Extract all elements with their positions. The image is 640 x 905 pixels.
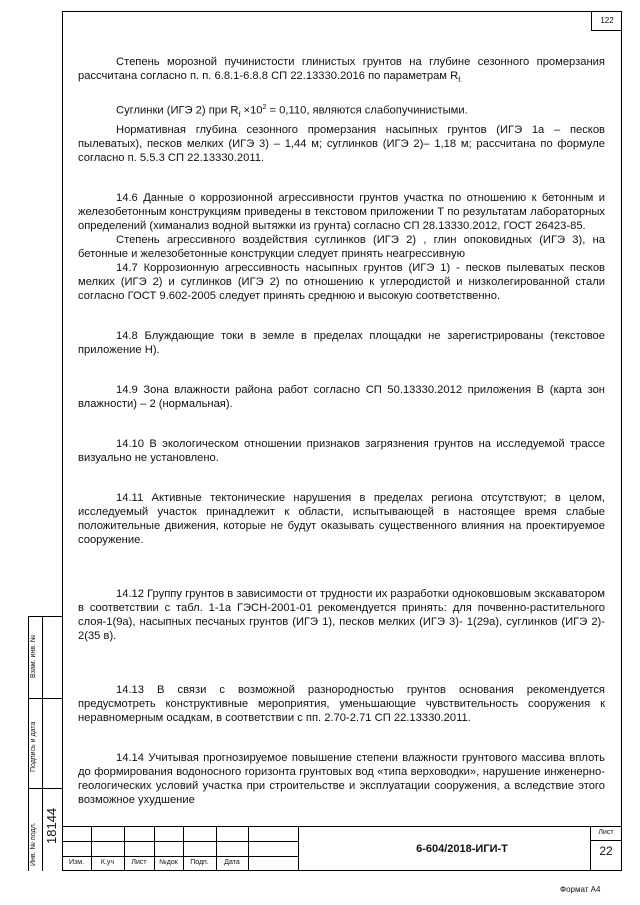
paragraph-14-14: 14.14 Учитывая прогнозируемое повышение степени влажности грунтового массива вплоть до формирования водоносного горизонта грунтовых вод «типа верховодки», нарушение инженерно-геологических условий участка при строительстве и эксплуатации сооружения, а вследствие этого возможное ухудшение: [78, 752, 605, 807]
paragraph-14-11: 14.11 Активные тектонические нарушения в пределах региона отсутствуют; в целом, исследуемый участок принадлежит к области, испытывающей в настоящее время слабые положительные движения, которые не будут оказывать существенного влияния на проектируемое сооружение.: [78, 492, 605, 547]
paragraph-frost: Степень морозной пучинистости глинистых грунтов на глубине сезонного промерзания рассчитана согласно п. п. 6.8.1-6.8.8 СП 22.13330.2016 по параметрам $R_{f.}$: [78, 56, 605, 85]
paragraph-14-13: 14.13 В связи с возможной разнородностью грунтов основания рекомендуется предусмотреть конструктивные мероприятия, уменьшающие чувствительность сооружения к неравномерным осадкам, в соответствии с пп. 2.70-2.71 СП 22.13330.2011.: [78, 684, 605, 725]
inv-number: 18144: [44, 807, 59, 844]
document-code: 6-604/2018-ИГИ-Т: [416, 843, 508, 855]
col-list: Лист: [131, 859, 147, 866]
side-stamp: [28, 616, 62, 871]
col-izm: Изм.: [69, 859, 84, 866]
col-data: Дата: [224, 859, 240, 866]
paragraph-14-10: 14.10 В экологическом отношении признаков загрязнения грунтов на исследуемой трассе визуально не установлено.: [78, 438, 605, 465]
col-podp: Подп.: [190, 859, 209, 866]
format-label: Формат А4: [560, 885, 601, 894]
paragraph-14-8: 14.8 Блуждающие токи в земле в пределах площадки не зарегистрированы (текстовое приложение Н).: [78, 330, 605, 357]
vzam-label: Взам. инв. №: [30, 634, 37, 678]
paragraph-loam: Суглинки (ИГЭ 2) при $R_f \times 10^2 = 0,110$, являются слабопучинистыми.: [116, 104, 468, 120]
paragraph-14-12: 14.12 Группу грунтов в зависимости от трудности их разработки одноковшовым экскаватором в соответствии с табл. 1-1а ГЭСН-2001-01 рекомендуется принять: для почвенно-растительного слоя-1(9а), насыпных песчаных грунтов (ИГЭ 1), песков мелких (ИГЭ 3)- 1(29а), суглинков (ИГЭ 2)- 2(35 в).: [78, 588, 605, 643]
sheet-label: Лист: [598, 829, 614, 836]
paragraph-aggressive: Степень агрессивного воздействия суглинков (ИГЭ 2) , глин опоковидных (ИГЭ 3), на бетонные и железобетонные конструкции следует принять неагрессивную: [78, 234, 605, 261]
col-kuch: К.уч: [100, 859, 115, 866]
page-corner-number: 122: [591, 11, 622, 31]
inv-label: Инв. № подл.: [30, 822, 37, 866]
paragraph-14-6: 14.6 Данные о коррозионной агрессивности грунтов участка по отношению к бетонным и железобетонным конструкциям приведены в текстовом приложении Т по результатам лабораторных определений (химанализ водной вытяжки из грунта) согласно СП 28.13330.2012, ГОСТ 26423-85.: [78, 192, 605, 233]
title-block: [62, 826, 622, 871]
col-ndok: №док: [159, 859, 178, 866]
signature-date-label: Подпись и дата: [30, 721, 37, 772]
paragraph-14-7: 14.7 Коррозионную агрессивность насыпных грунтов (ИГЭ 1) - песков пылеватых песков мелких (ИГЭ 2) и суглинков (ИГЭ 2) по отношению к углеродистой и низколегированной стали согласно ГОСТ 9.602-2005 следует принять среднюю и высокую соответственно.: [78, 262, 605, 303]
paragraph-14-9: 14.9 Зона влажности района работ согласно СП 50.13330.2012 приложения В (карта зон влажности) – 2 (нормальная).: [78, 384, 605, 411]
document-body: [78, 55, 605, 807]
sheet-number: 22: [599, 844, 613, 858]
paragraph-depth: Нормативная глубина сезонного промерзания насыпных грунтов (ИГЭ 1а – песков пылеватых), песков мелких (ИГЭ 3) – 1,44 м; суглинков (ИГЭ 2)– 1,18 м; рассчитана по формуле согласно п. 5.5.3 СП 22.13330.2011.: [78, 124, 605, 165]
